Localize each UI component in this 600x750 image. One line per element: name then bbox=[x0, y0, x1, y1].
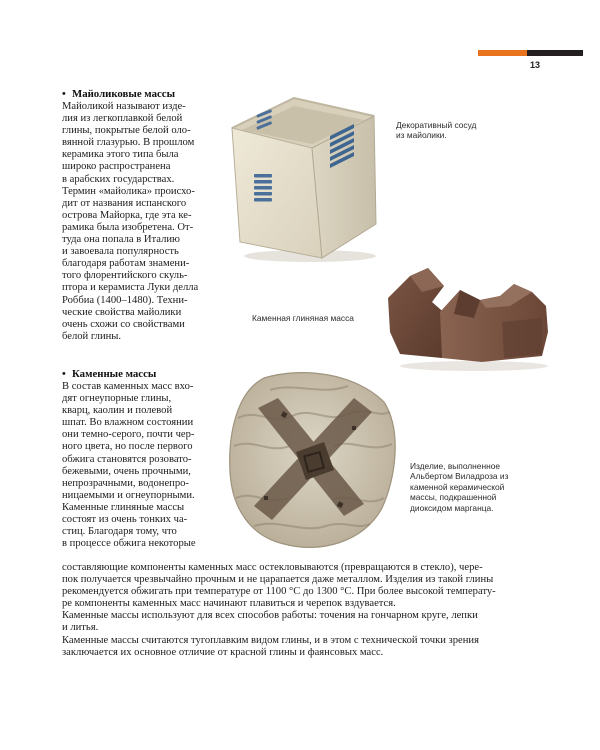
bullet-stoneware: • bbox=[62, 368, 66, 380]
caption-clay: Каменная глиняная масса bbox=[252, 313, 354, 323]
header-accent-bar-orange bbox=[478, 50, 527, 56]
bullet-maiolica: • bbox=[62, 88, 66, 100]
page-number: 13 bbox=[530, 60, 541, 70]
stoneware-clay-image bbox=[382, 262, 554, 372]
header-accent-bar-dark bbox=[527, 50, 583, 56]
stoneware-plate-image bbox=[224, 368, 398, 556]
caption-maiolica-vessel: Декоративный сосуд из майолики. bbox=[396, 120, 477, 141]
heading-maiolica-text: Майоликовые массы bbox=[72, 88, 175, 100]
stoneware-paragraph-narrow: В состав каменных масс вхо- дят огнеупорные глины, кварц, каолин и полевой шпат. Во влажном состоянии они темно-серого, почти чер- ного цвета, но после первого обжига становятся розовато- бежевыми, очень прочными, непрозрачными, водонепро- ницаемыми и огнеупорными. Каменные глиняные массы состоят из очень тонких ча- стиц. Благодаря тому, что в процессе обжига некоторые bbox=[62, 381, 196, 550]
maiolica-paragraph: Майоликой называют изде- лия из легкоплавкой белой глины, покрытые белой оло- вянной глазурью. В прошлом керамика этого типа была широко распространена в арабских государствах. Термин «майолика» происхо- дит от названия испанского острова Майорка, где эта ке- рамика была изобретена. От- туда она попала в Италию и завоевала популярность благодаря работам знамени- того флорентийского скуль- птора и керамиста Луки делла Роббиа (1400–1480). Техни- ческие свойства майолики очень схожи со свойствами белой глины. bbox=[62, 101, 199, 342]
stoneware-paragraph-wide: составляющие компоненты каменных масс остекловываются (превращаются в стекло), чере- пок получается чрезвычайно прочным и не царапается даже металлом. Изделия из такой глины рекомендуется обжигать при температуре от 1100 °С до 1300 °С. При более высокой температу- ре компоненты каменных масс начинают плавиться и черепок вздувается. Каменные массы используют для всех способов работы: точения на гончарном круге, лепки и литья. Каменные массы считаются тугоплавким видом глины, и в этом с технической точки зрения заключается их основное отличие от красной глины и фаянсовых масс. bbox=[62, 562, 496, 658]
heading-maiolica bbox=[62, 88, 175, 100]
caption-plate: Изделие, выполненное Альбертом Виладроза из каменной керамической массы, подкрашенной диоксидом марганца. bbox=[410, 461, 509, 513]
heading-stoneware-text: Каменные массы bbox=[72, 368, 157, 380]
maiolica-vessel-image bbox=[226, 92, 382, 264]
heading-stoneware bbox=[62, 368, 156, 380]
